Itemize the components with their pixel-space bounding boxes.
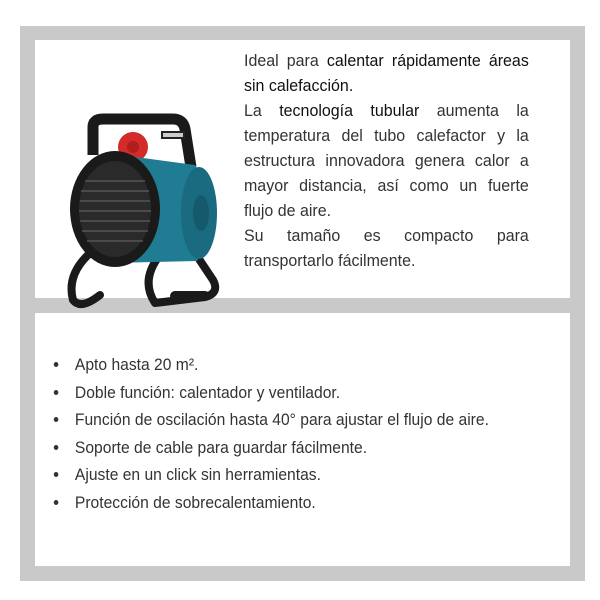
feature-item: Ajuste en un click sin herramientas. xyxy=(51,461,489,489)
tech-text: aumenta la temperatura del tubo calefactor y la estructura innovadora genera calor a mayor distancia, así como un fuerte flujo de aire. xyxy=(244,101,529,220)
description-intro xyxy=(244,48,529,98)
tech-highlight: tecnología tubular xyxy=(279,101,420,120)
heater-product-image xyxy=(45,85,245,325)
feature-item: Doble función: calentador y ventilador. xyxy=(51,379,489,407)
product-description xyxy=(244,48,529,273)
description-panel xyxy=(35,40,570,298)
feature-item: Soporte de cable para guardar fácilmente. xyxy=(51,434,489,462)
feature-item: Apto hasta 20 m². xyxy=(51,351,489,379)
tech-prefix: La xyxy=(244,101,280,120)
intro-text: Ideal para xyxy=(244,51,327,70)
features-panel xyxy=(35,313,570,566)
features-list xyxy=(51,351,489,516)
intro-highlight: calentar rápidamente áreas sin calefacción. xyxy=(244,51,529,95)
description-technology xyxy=(244,98,529,223)
feature-item: Protección de sobrecalentamiento. xyxy=(51,489,489,517)
feature-item: Función de oscilación hasta 40° para ajustar el flujo de aire. xyxy=(51,406,489,434)
description-size: Su tamaño es compacto para transportarlo fácilmente. xyxy=(244,226,529,270)
